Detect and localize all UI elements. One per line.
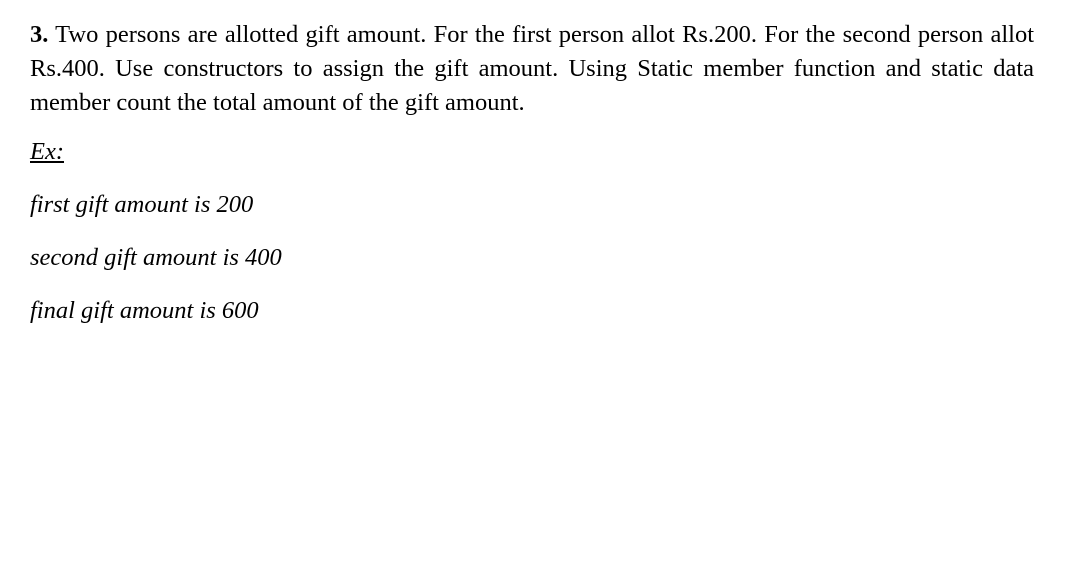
question-text: Two persons are allotted gift amount. For the first person allot Rs.200. For the second person allot Rs.400. Use constructors to assign the gift amount. Using Static member function and static data member count the total amount of the gift amount.: [30, 21, 1034, 116]
example-output-line-1: first gift amount is 200: [30, 191, 254, 218]
example-label: Ex:: [30, 138, 64, 165]
question-number: 3.: [30, 21, 49, 48]
question-paragraph: [30, 18, 1034, 120]
example-output-line-2: second gift amount is 400: [30, 244, 282, 271]
example-output-line-3: final gift amount is 600: [30, 297, 259, 324]
document-page: [30, 18, 1034, 328]
